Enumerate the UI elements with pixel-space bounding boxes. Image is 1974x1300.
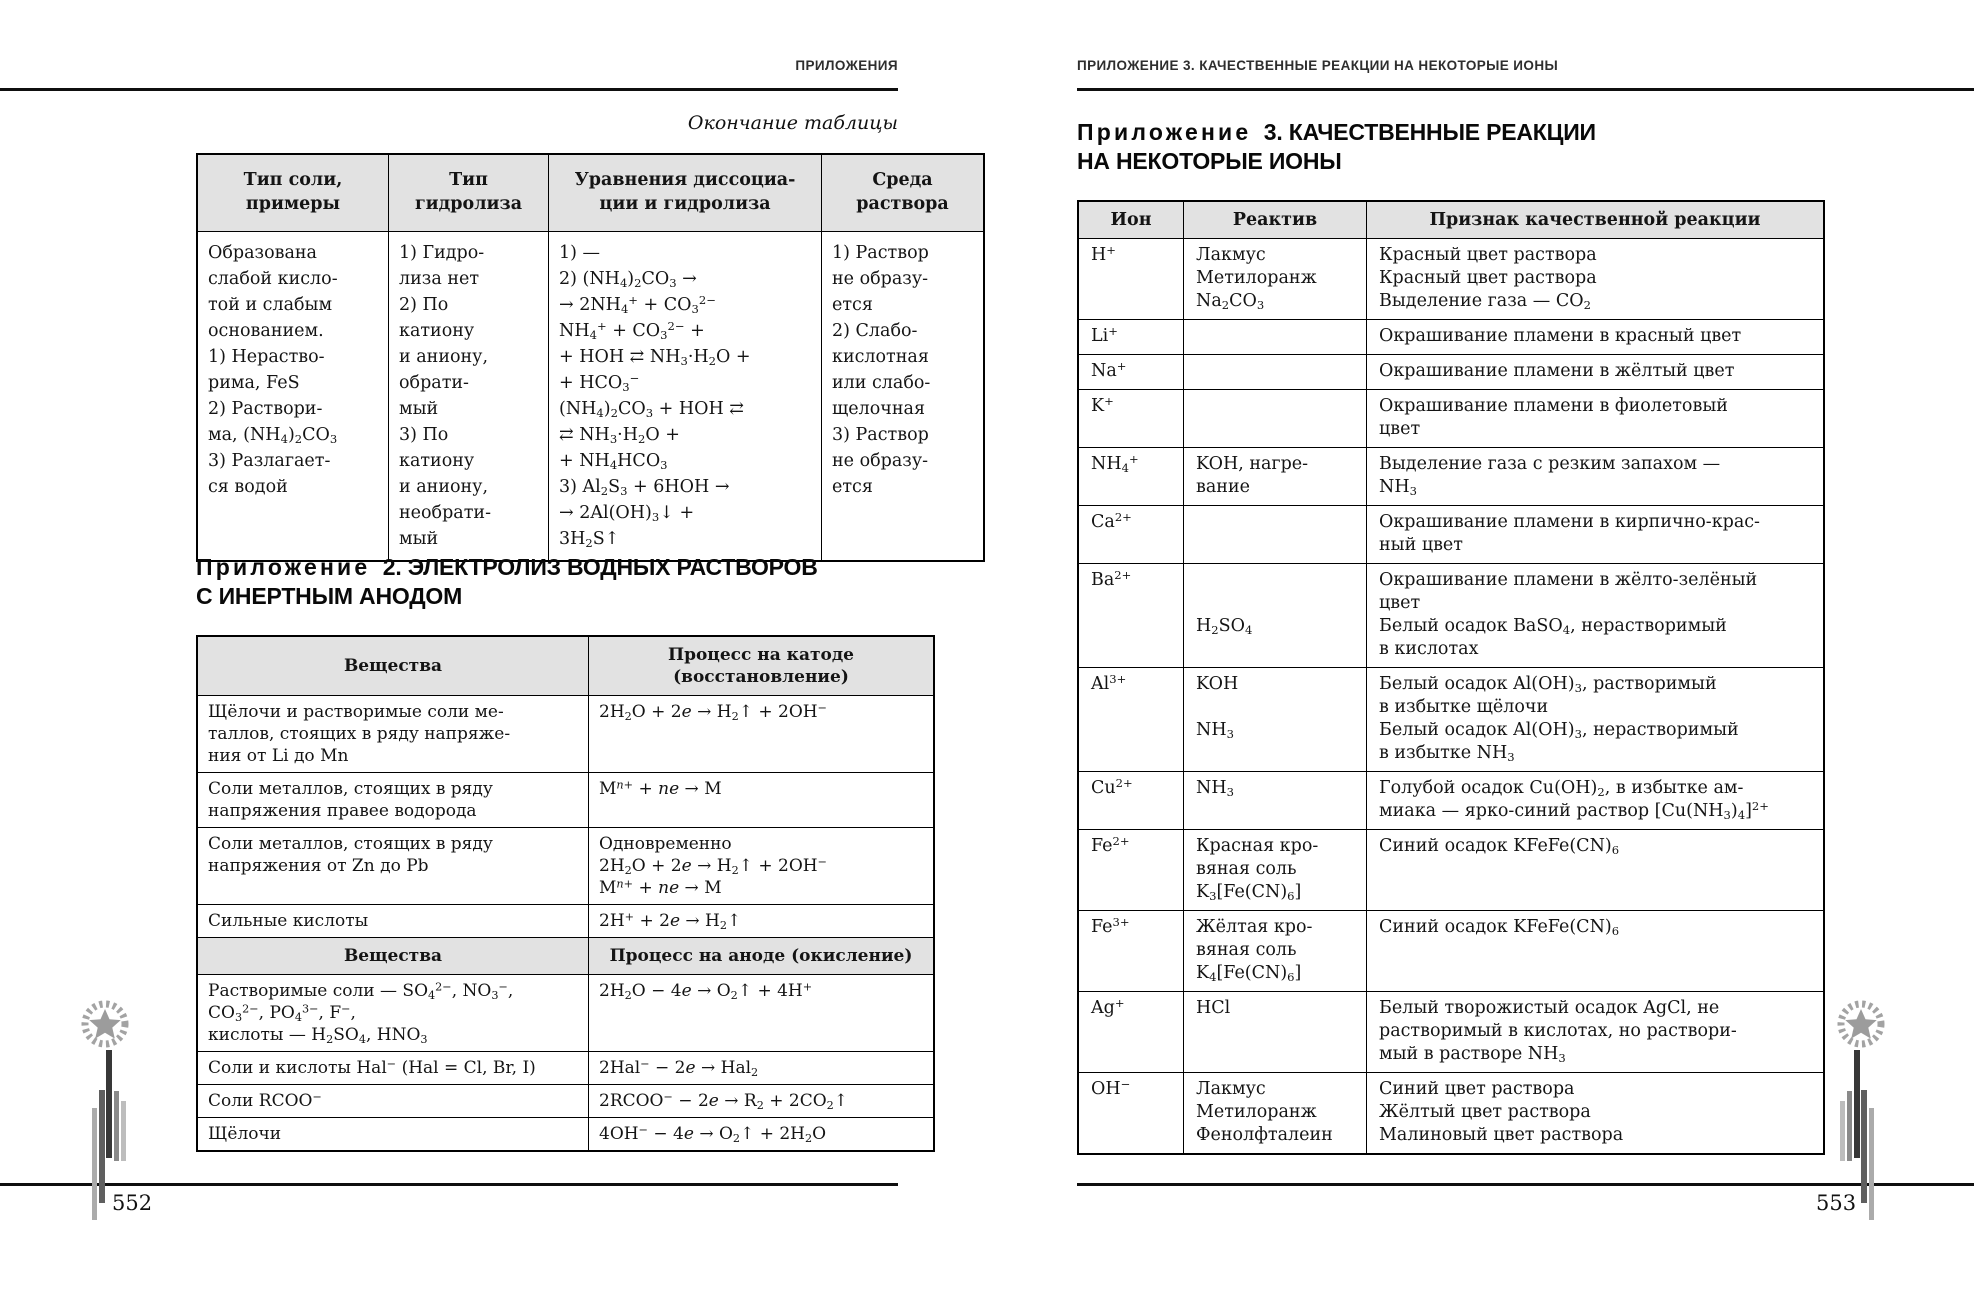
electrolysis-table <box>196 635 935 1152</box>
table-row <box>197 905 934 938</box>
running-head-right: ПРИЛОЖЕНИЕ 3. КАЧЕСТВЕННЫЕ РЕАКЦИИ НА НЕКОТОРЫЕ ИОНЫ <box>1077 58 1559 73</box>
reagent-cell: Лакмус Метилоранж Фенолфталеин <box>1184 1073 1367 1155</box>
process-cell: $4OH^- - 4e \to O_2↑ + 2H_2O$ <box>589 1118 935 1152</box>
reagent-cell: Лакмус Метилоранж $Na_2CO_3$ <box>1184 239 1367 320</box>
qualitative-reactions-table <box>1077 200 1825 1155</box>
table-row <box>1078 448 1824 506</box>
cathode-rows <box>197 696 934 938</box>
column-header-salt-type: Тип соли, примеры <box>197 154 389 232</box>
appendix-word: Приложение <box>196 554 371 580</box>
substance-cell: Соли RCOO− <box>197 1085 589 1118</box>
ion-cell: $Fe^{3+}$ <box>1078 911 1184 992</box>
appendix3-title <box>1077 118 1797 176</box>
table-row <box>1078 830 1824 911</box>
ion-cell: OH− <box>1078 1073 1184 1155</box>
sign-cell: Белый осадок $Al(OH)_3$, растворимый в избытке щёлочи Белый осадок $Al(OH)_3$, нерастворимый в избытке $NH_3$ <box>1367 668 1825 772</box>
hydrolysis-table <box>196 153 985 562</box>
salt-type-cell: Образована слабой кисло- той и слабым основанием. 1) Нераство- рима, FeS 2) Раствори- ма, $(NH_4)_2CO_3$ 3) Разлагает- ся водой <box>197 232 389 562</box>
ion-cell: K+ <box>1078 390 1184 448</box>
ion-cell: $NH_4^+$ <box>1078 448 1184 506</box>
process-cell: 2Hal− − 2e → Hal$_2$ <box>589 1052 935 1085</box>
ion-cell: $Cu^{2+}$ <box>1078 772 1184 830</box>
reagent-cell: $NH_3$ <box>1184 772 1367 830</box>
hydrolysis-type-cell: 1) Гидро- лиза нет 2) По катиону и аниону, обрати- мый 3) По катиону и аниону, необрати- мый <box>389 232 549 562</box>
sign-cell: Белый творожистый осадок AgCl, не растворимый в кислотах, но раствори- мый в растворе $NH_3$ <box>1367 992 1825 1073</box>
table-row <box>1078 320 1824 355</box>
process-cell: $2H^+ + 2e \to H_2↑$ <box>589 905 935 938</box>
reagent-cell: Жёлтая кро- вяная соль $K_4[Fe(CN)_6]$ <box>1184 911 1367 992</box>
process-cell: $2H_2O - 4e$ → $O_2↑ + 4H^+$ <box>589 975 935 1052</box>
sign-cell: Синий осадок $KFeFe(CN)_6$ <box>1367 911 1825 992</box>
reagent-cell: KOH, нагре- вание <box>1184 448 1367 506</box>
sign-cell: Окрашивание пламени в фиолетовый цвет <box>1367 390 1825 448</box>
anode-rows <box>197 975 934 1152</box>
table-row <box>197 975 934 1052</box>
anode-header-row <box>197 938 934 975</box>
reagent-cell: $H_2SO_4$ <box>1184 564 1367 668</box>
appendix-number: 2. <box>382 554 402 580</box>
table-row <box>197 232 984 562</box>
ion-cell: Na+ <box>1078 355 1184 390</box>
top-rule-left <box>0 88 898 91</box>
table-row <box>197 696 934 773</box>
sign-cell: Красный цвет раствора Красный цвет раствора Выделение газа — $CO_2$ <box>1367 239 1825 320</box>
ion-cell: Ag+ <box>1078 992 1184 1073</box>
column-header-ion: Ион <box>1078 201 1184 239</box>
process-cell: 2RCOO− − $2e \to R_2$ + $2CO_2↑$ <box>589 1085 935 1118</box>
appendix-word: Приложение <box>1077 119 1252 145</box>
reagent-cell <box>1184 320 1367 355</box>
process-cell: $M^{n+}$ + ne → M <box>589 773 935 828</box>
ion-cell: $Fe^{2+}$ <box>1078 830 1184 911</box>
ion-cell: $Al^{3+}$ <box>1078 668 1184 772</box>
reagent-cell <box>1184 506 1367 564</box>
table-row <box>1078 992 1824 1073</box>
sign-cell: Окрашивание пламени в кирпично-крас- ный цвет <box>1367 506 1825 564</box>
medium-cell: 1) Раствор не образу- ется 2) Слабо- кислотная или слабо- щелочная 3) Раствор не образу- ется <box>822 232 985 562</box>
substance-cell: Щёлочи <box>197 1118 589 1152</box>
star-wreath-emblem-icon <box>74 996 136 1236</box>
substance-cell: Соли и кислоты Hal− (Hal = Cl, Br, I) <box>197 1052 589 1085</box>
appendix-title-text: КАЧЕСТВЕННЫЕ РЕАКЦИИ НА НЕКОТОРЫЕ ИОНЫ <box>1077 119 1596 174</box>
column-header-hydrolysis-type: Тип гидролиза <box>389 154 549 232</box>
column-header-substances: Вещества <box>197 938 589 975</box>
appendix-title-text: ЭЛЕКТРОЛИЗ ВОДНЫХ РАСТВОРОВ С ИНЕРТНЫМ АНОДОМ <box>196 554 818 609</box>
column-header-sign: Признак качественной реакции <box>1367 201 1825 239</box>
column-header-anode-process: Процесс на аноде (окисление) <box>589 938 935 975</box>
equations-cell: 1) — 2) $(NH_4)_2CO_3$ → → $2NH_4^+ + CO_3^{2-}$ $NH_4^+ + CO_3^{2-}$ + + HOH ⇄ $NH_3\cdot H_2O$ + + $HCO_3^-$ $(NH_4)_2CO_3$ + HOH ⇄ ⇄ $NH_3\cdot H_2O$ + + $NH_4HCO_3$ 3) $Al_2S_3 + 6HOH$ → → $2Al(OH)_3↓$ + $3H_2S↑$ <box>549 232 822 562</box>
table-row <box>1078 564 1824 668</box>
column-header-cathode-process: Процесс на катоде (восстановление) <box>589 636 935 696</box>
ion-cell: $Ba^{2+}$ <box>1078 564 1184 668</box>
ion-cell: Li+ <box>1078 320 1184 355</box>
appendix2-title <box>196 553 898 611</box>
column-header-medium: Среда раствора <box>822 154 985 232</box>
process-cell: $2H_2O + 2e$ → $H_2↑ + 2OH^-$ <box>589 696 935 773</box>
process-cell: Одновременно $2H_2O + 2e$ → $H_2↑ + 2OH^-$ $M^{n+}$ + ne → M <box>589 828 935 905</box>
table-row <box>1078 239 1824 320</box>
appendix-number: 3. <box>1263 119 1283 145</box>
sign-cell: Окрашивание пламени в жёлто-зелёный цвет Белый осадок BaSO$_4$, нерастворимый в кислотах <box>1367 564 1825 668</box>
sign-cell: Окрашивание пламени в красный цвет <box>1367 320 1825 355</box>
table-row <box>197 1052 934 1085</box>
table-header-row <box>1078 201 1824 239</box>
table-row <box>1078 772 1824 830</box>
ion-rows <box>1078 239 1824 1155</box>
running-head-left: ПРИЛОЖЕНИЯ <box>795 58 898 73</box>
star-wreath-emblem-icon <box>1830 996 1892 1236</box>
substance-cell: Соли металлов, стоящих в ряду напряжения от Zn до Pb <box>197 828 589 905</box>
column-header-reagent: Реактив <box>1184 201 1367 239</box>
ion-cell: H+ <box>1078 239 1184 320</box>
table-row <box>1078 390 1824 448</box>
page-number-left: 552 <box>112 1191 153 1215</box>
table-row <box>197 1085 934 1118</box>
table-row <box>1078 668 1824 772</box>
page-number-right: 553 <box>1816 1191 1857 1215</box>
cathode-header-row <box>197 636 934 696</box>
table-continuation-note: Окончание таблицы <box>687 112 898 134</box>
substance-cell: Растворимые соли — $SO_4^{2-}$, $NO_3^-$, $CO_3^{2-}$, $PO_4^{3-}$, F−, кислоты — $H_2SO_4$, $HNO_3$ <box>197 975 589 1052</box>
table-header-row <box>197 154 984 232</box>
column-header-substances: Вещества <box>197 636 589 696</box>
sign-cell: Голубой осадок $Cu(OH)_2$, в избытке ам- миака — ярко-синий раствор $[Cu(NH_3)_4]^{2+}$ <box>1367 772 1825 830</box>
reagent-cell: Красная кро- вяная соль $K_3[Fe(CN)_6]$ <box>1184 830 1367 911</box>
top-rule-right <box>1077 88 1974 91</box>
ion-cell: $Ca^{2+}$ <box>1078 506 1184 564</box>
table-row <box>1078 355 1824 390</box>
table-row <box>1078 1073 1824 1155</box>
substance-cell: Соли металлов, стоящих в ряду напряжения правее водорода <box>197 773 589 828</box>
table-row <box>197 828 934 905</box>
column-header-equations: Уравнения диссоциа- ции и гидролиза <box>549 154 822 232</box>
sign-cell: Окрашивание пламени в жёлтый цвет <box>1367 355 1825 390</box>
sign-cell: Выделение газа с резким запахом — $NH_3$ <box>1367 448 1825 506</box>
reagent-cell: KOH $NH_3$ <box>1184 668 1367 772</box>
table-row <box>1078 506 1824 564</box>
table-row <box>197 773 934 828</box>
sign-cell: Синий осадок $KFeFe(CN)_6$ <box>1367 830 1825 911</box>
substance-cell: Щёлочи и растворимые соли ме- таллов, стоящих в ряду напряже- ния от Li до Mn <box>197 696 589 773</box>
reagent-cell: HCl <box>1184 992 1367 1073</box>
substance-cell: Сильные кислоты <box>197 905 589 938</box>
table-row <box>1078 911 1824 992</box>
sign-cell: Синий цвет раствора Жёлтый цвет раствора Малиновый цвет раствора <box>1367 1073 1825 1155</box>
reagent-cell <box>1184 355 1367 390</box>
table-row <box>197 1118 934 1152</box>
reagent-cell <box>1184 390 1367 448</box>
